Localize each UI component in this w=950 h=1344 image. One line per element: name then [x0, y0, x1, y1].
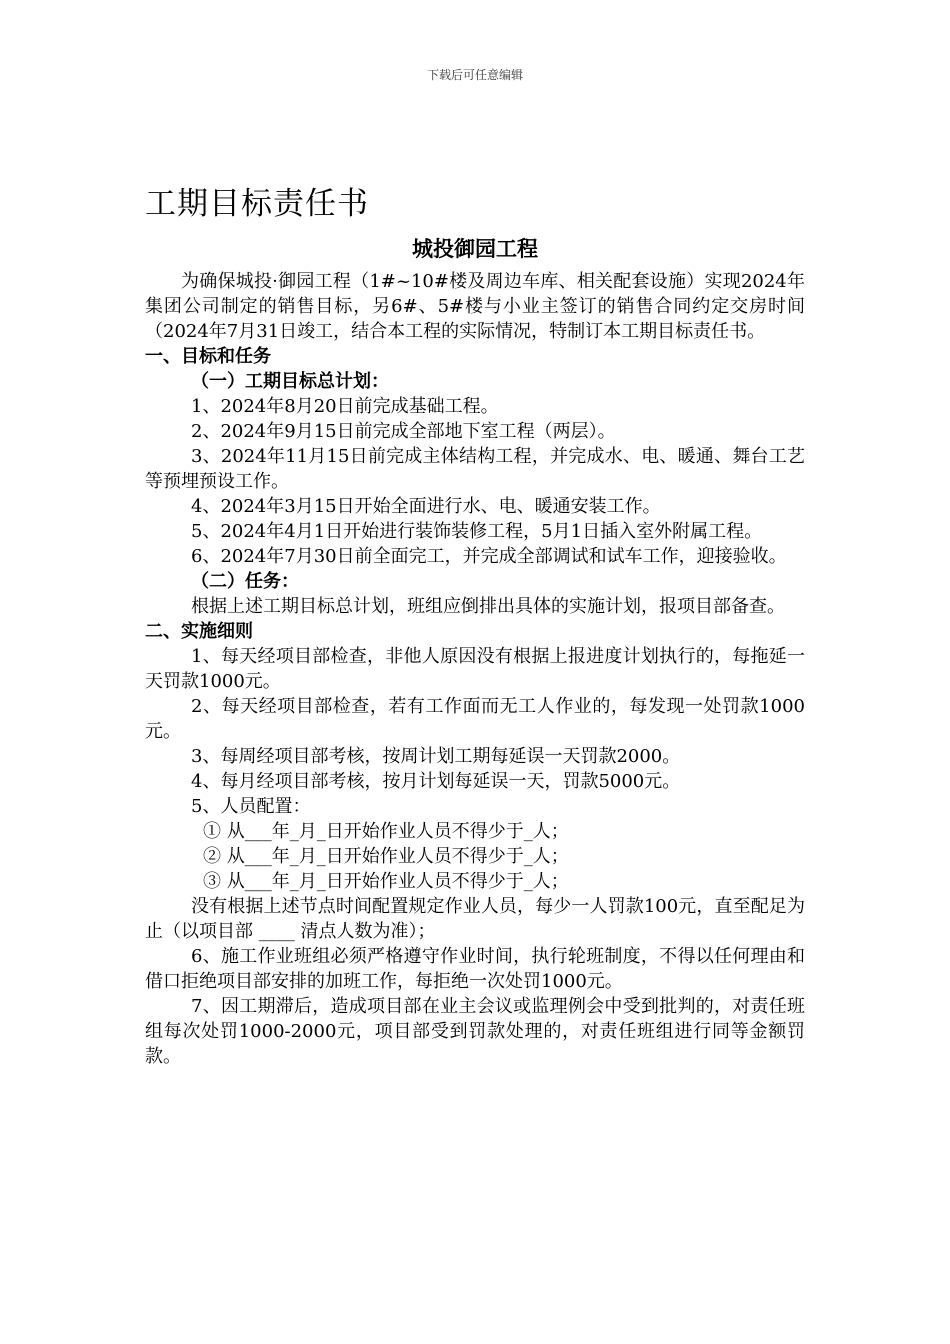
- staffing-line: ② 从___年_月_日开始作业人员不得少于_人；: [203, 846, 569, 867]
- rule-item: 3、每周经项目部考核，按周计划工期每延误一天罚款2000。: [191, 746, 681, 767]
- intro-paragraph: 为确保城投·御园工程（1#~10#楼及周边车库、相关配套设施）实现2024年集团公司制定的销售目标，另6#、5#楼与小业主签订的销售合同约定交房时间（2024年7月31日竣工，结合本工程的实际情况，特制订本工期目标责任书。: [145, 271, 805, 342]
- document-title: 工期目标责任书: [145, 186, 369, 222]
- section1-heading: 一、目标和任务: [145, 346, 271, 367]
- section2-heading: 二、实施细则: [145, 621, 253, 642]
- rule-item: 4、每月经项目部考核，按月计划每延误一天，罚款5000元。: [191, 771, 681, 792]
- schedule-item: 6、2024年7月30日前全面完工，并完成全部调试和试车工作，迎接验收。: [191, 546, 787, 567]
- rule-item: 2、每天经项目部检查，若有工作面而无工人作业的，每发现一处罚款1000元。: [145, 696, 805, 742]
- staffing-line: ③ 从___年_月_日开始作业人员不得少于_人；: [203, 871, 569, 892]
- section1-sub1-heading: （一）工期目标总计划：: [191, 371, 389, 392]
- staffing-line: ① 从___年_月_日开始作业人员不得少于_人；: [203, 821, 569, 842]
- rule-item: 5、人员配置：: [191, 796, 311, 817]
- document-body: [145, 269, 805, 1069]
- rule-item: 7、因工期滞后，造成项目部在业主会议或监理例会中受到批判的，对责任班组每次处罚1000-2000元，项目部受到罚款处理的，对责任班组进行同等金额罚款。: [145, 996, 805, 1067]
- staffing-note: 没有根据上述节点时间配置规定作业人员，每少一人罚款100元，直至配足为止（以项目部 ____ 清点人数为准）；: [145, 896, 805, 942]
- schedule-item: 4、2024年3月15日开始全面进行水、电、暖通安装工作。: [191, 496, 661, 517]
- schedule-item: 1、2024年8月20日前完成基础工程。: [191, 396, 499, 417]
- rule-item: 6、施工作业班组必须严格遵守作业时间，执行轮班制度，不得以任何理由和借口拒绝项目部安排的加班工作，每拒绝一次处罚1000元。: [145, 946, 805, 992]
- schedule-item: 2、2024年9月15日前完成全部地下室工程（两层）。: [191, 421, 616, 442]
- schedule-item: 5、2024年4月1日开始进行装饰装修工程，5月1日插入室外附属工程。: [191, 521, 763, 542]
- header-note: 下载后可任意编辑: [426, 68, 523, 82]
- rule-item: 1、每天经项目部检查，非他人原因没有根据上报进度计划执行的，每拖延一天罚款1000元。: [145, 646, 805, 692]
- schedule-item: 3、2024年11月15日前完成主体结构工程，并完成水、电、暖通、舞台工艺等预埋预设工作。: [145, 446, 805, 492]
- section1-sub2-heading: （二）任务：: [191, 571, 299, 592]
- document-subtitle: 城投御园工程: [412, 237, 538, 261]
- task-paragraph: 根据上述工期目标总计划，班组应倒排出具体的实施计划，报项目部备查。: [191, 596, 785, 617]
